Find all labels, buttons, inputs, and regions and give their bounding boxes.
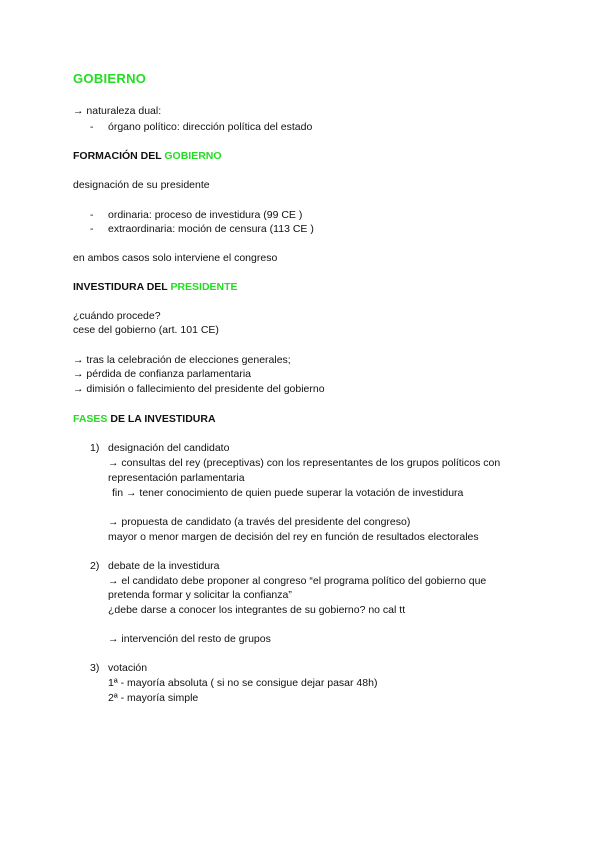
fases-heading bbox=[73, 412, 216, 426]
page-title: GOBIERNO bbox=[73, 71, 147, 86]
investidura-question: ¿cuándo procede? bbox=[73, 310, 161, 322]
investidura-answer: cese del gobierno (art. 101 CE) bbox=[73, 324, 219, 336]
investidura-cause: → tras la celebración de elecciones generales; bbox=[73, 354, 291, 366]
naturaleza-line: → naturaleza dual: bbox=[73, 105, 162, 117]
formacion-item: ordinaria: proceso de investidura (99 CE ) bbox=[108, 209, 303, 221]
step-line: mayor o menor margen de decisión del rey en función de resultados electorales bbox=[108, 531, 479, 543]
step-line: representación parlamentaria bbox=[108, 472, 245, 484]
formacion-heading bbox=[73, 149, 222, 163]
bullet-dash: - bbox=[90, 121, 94, 133]
formacion-note: en ambos casos solo interviene el congreso bbox=[73, 252, 278, 264]
naturaleza-bullet: órgano político: dirección política del estado bbox=[108, 121, 313, 133]
formacion-item: extraordinaria: moción de censura (113 CE ) bbox=[108, 223, 314, 235]
step-number: 1) bbox=[90, 442, 100, 454]
step-line: → intervención del resto de grupos bbox=[108, 633, 271, 645]
bullet-dash: - bbox=[90, 209, 94, 221]
step-line: 1ª - mayoría absoluta ( si no se consigue dejar pasar 48h) bbox=[108, 677, 378, 689]
step-line: ¿debe darse a conocer los integrantes de su gobierno? no cal tt bbox=[108, 604, 406, 616]
investidura-heading-b: PRESIDENTE bbox=[170, 281, 238, 293]
step-line: → propuesta de candidato (a través del presidente del congreso) bbox=[108, 516, 411, 528]
formacion-heading-b: GOBIERNO bbox=[164, 150, 222, 162]
investidura-heading bbox=[73, 280, 238, 294]
step-line: pretenda formar y solicitar la confianza” bbox=[108, 589, 292, 601]
investidura-cause: → pérdida de confianza parlamentaria bbox=[73, 368, 252, 380]
step-number: 3) bbox=[90, 662, 100, 674]
step-title: designación del candidato bbox=[108, 442, 230, 454]
step-line: → el candidato debe proponer al congreso “el programa político del gobierno que bbox=[108, 575, 487, 587]
step-number: 2) bbox=[90, 560, 100, 572]
step-title: votación bbox=[108, 662, 148, 674]
investidura-heading-a: INVESTIDURA DEL bbox=[73, 281, 171, 293]
fases-heading-a: FASES bbox=[73, 413, 108, 425]
fases-heading-b: DE LA INVESTIDURA bbox=[107, 413, 216, 425]
formacion-heading-a: FORMACIÓN DEL bbox=[73, 150, 165, 162]
step-line: 2ª - mayoría simple bbox=[108, 692, 199, 704]
step-line: → consultas del rey (preceptivas) con los representantes de los grupos políticos con bbox=[108, 457, 501, 469]
step-title: debate de la investidura bbox=[108, 560, 220, 572]
bullet-dash: - bbox=[90, 223, 94, 235]
step-line: fin → tener conocimiento de quien puede superar la votación de investidura bbox=[112, 487, 464, 499]
formacion-intro: designación de su presidente bbox=[73, 179, 210, 191]
investidura-cause: → dimisión o fallecimiento del presidente del gobierno bbox=[73, 383, 325, 395]
